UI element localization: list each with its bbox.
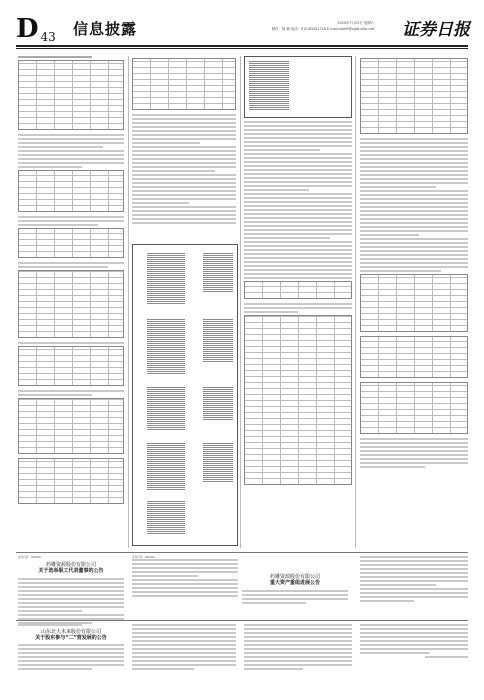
stock-code: 证券代码：000002 <box>132 556 155 559</box>
page-letter: D <box>16 14 39 44</box>
data-table <box>360 58 468 134</box>
data-table <box>244 281 352 299</box>
header-rule <box>16 45 468 47</box>
data-table <box>360 336 468 378</box>
notice-company: 药雕资源股份有限公司 <box>269 574 320 580</box>
data-table <box>18 270 124 338</box>
section-title: 信息披露 <box>73 20 138 38</box>
data-table <box>18 458 124 504</box>
data-table <box>360 382 468 434</box>
column-4 <box>360 56 468 470</box>
section-rule <box>16 620 468 621</box>
notice-title: 关于选举职工代表董事的公告 <box>38 568 104 574</box>
header-contact: 制作：杨 楠 电话：010-83251716 E-mail:zqrb9@zqrb.sina.net <box>271 27 374 31</box>
notice-block <box>360 556 468 604</box>
data-table <box>18 60 124 130</box>
data-table <box>244 56 352 118</box>
data-table <box>244 315 352 485</box>
data-table <box>18 398 124 454</box>
notice-text <box>244 624 352 672</box>
notice-heading <box>242 574 348 586</box>
stock-code: 证券代码：000002 <box>18 556 41 559</box>
column-divider <box>355 56 356 548</box>
column-2 <box>132 56 236 226</box>
data-table <box>18 346 124 386</box>
header-rule-thin <box>16 48 468 49</box>
data-table <box>132 58 236 110</box>
data-table <box>360 274 468 332</box>
notice-title: 重大资产重组进展公告 <box>269 580 320 586</box>
data-table <box>18 170 124 212</box>
notice-block <box>18 624 124 672</box>
column-divider <box>240 56 241 548</box>
notice-company: 山东北大未来股份有限公司 <box>40 629 101 635</box>
page-header <box>0 0 484 48</box>
column-divider <box>128 56 129 548</box>
data-table <box>18 228 124 258</box>
notice-block <box>132 556 352 599</box>
notice-text <box>360 624 468 660</box>
newspaper-logo: 证券日报 <box>402 20 470 40</box>
section-rule <box>16 552 468 553</box>
header-date: 2020年7月25日 星期六 <box>337 21 374 25</box>
notice-heading <box>18 629 124 641</box>
header-meta <box>272 20 374 32</box>
notice-heading <box>18 562 124 574</box>
notice-block <box>18 556 124 626</box>
notice-title: 关于股东参与“二”营发展的公告 <box>35 635 107 641</box>
measure-table <box>132 244 238 546</box>
page-num: 43 <box>40 30 56 44</box>
notice-text <box>132 624 236 672</box>
column-1 <box>18 56 124 508</box>
notice-company: 药雕资源股份有限公司 <box>45 562 96 568</box>
column-3 <box>244 56 352 489</box>
